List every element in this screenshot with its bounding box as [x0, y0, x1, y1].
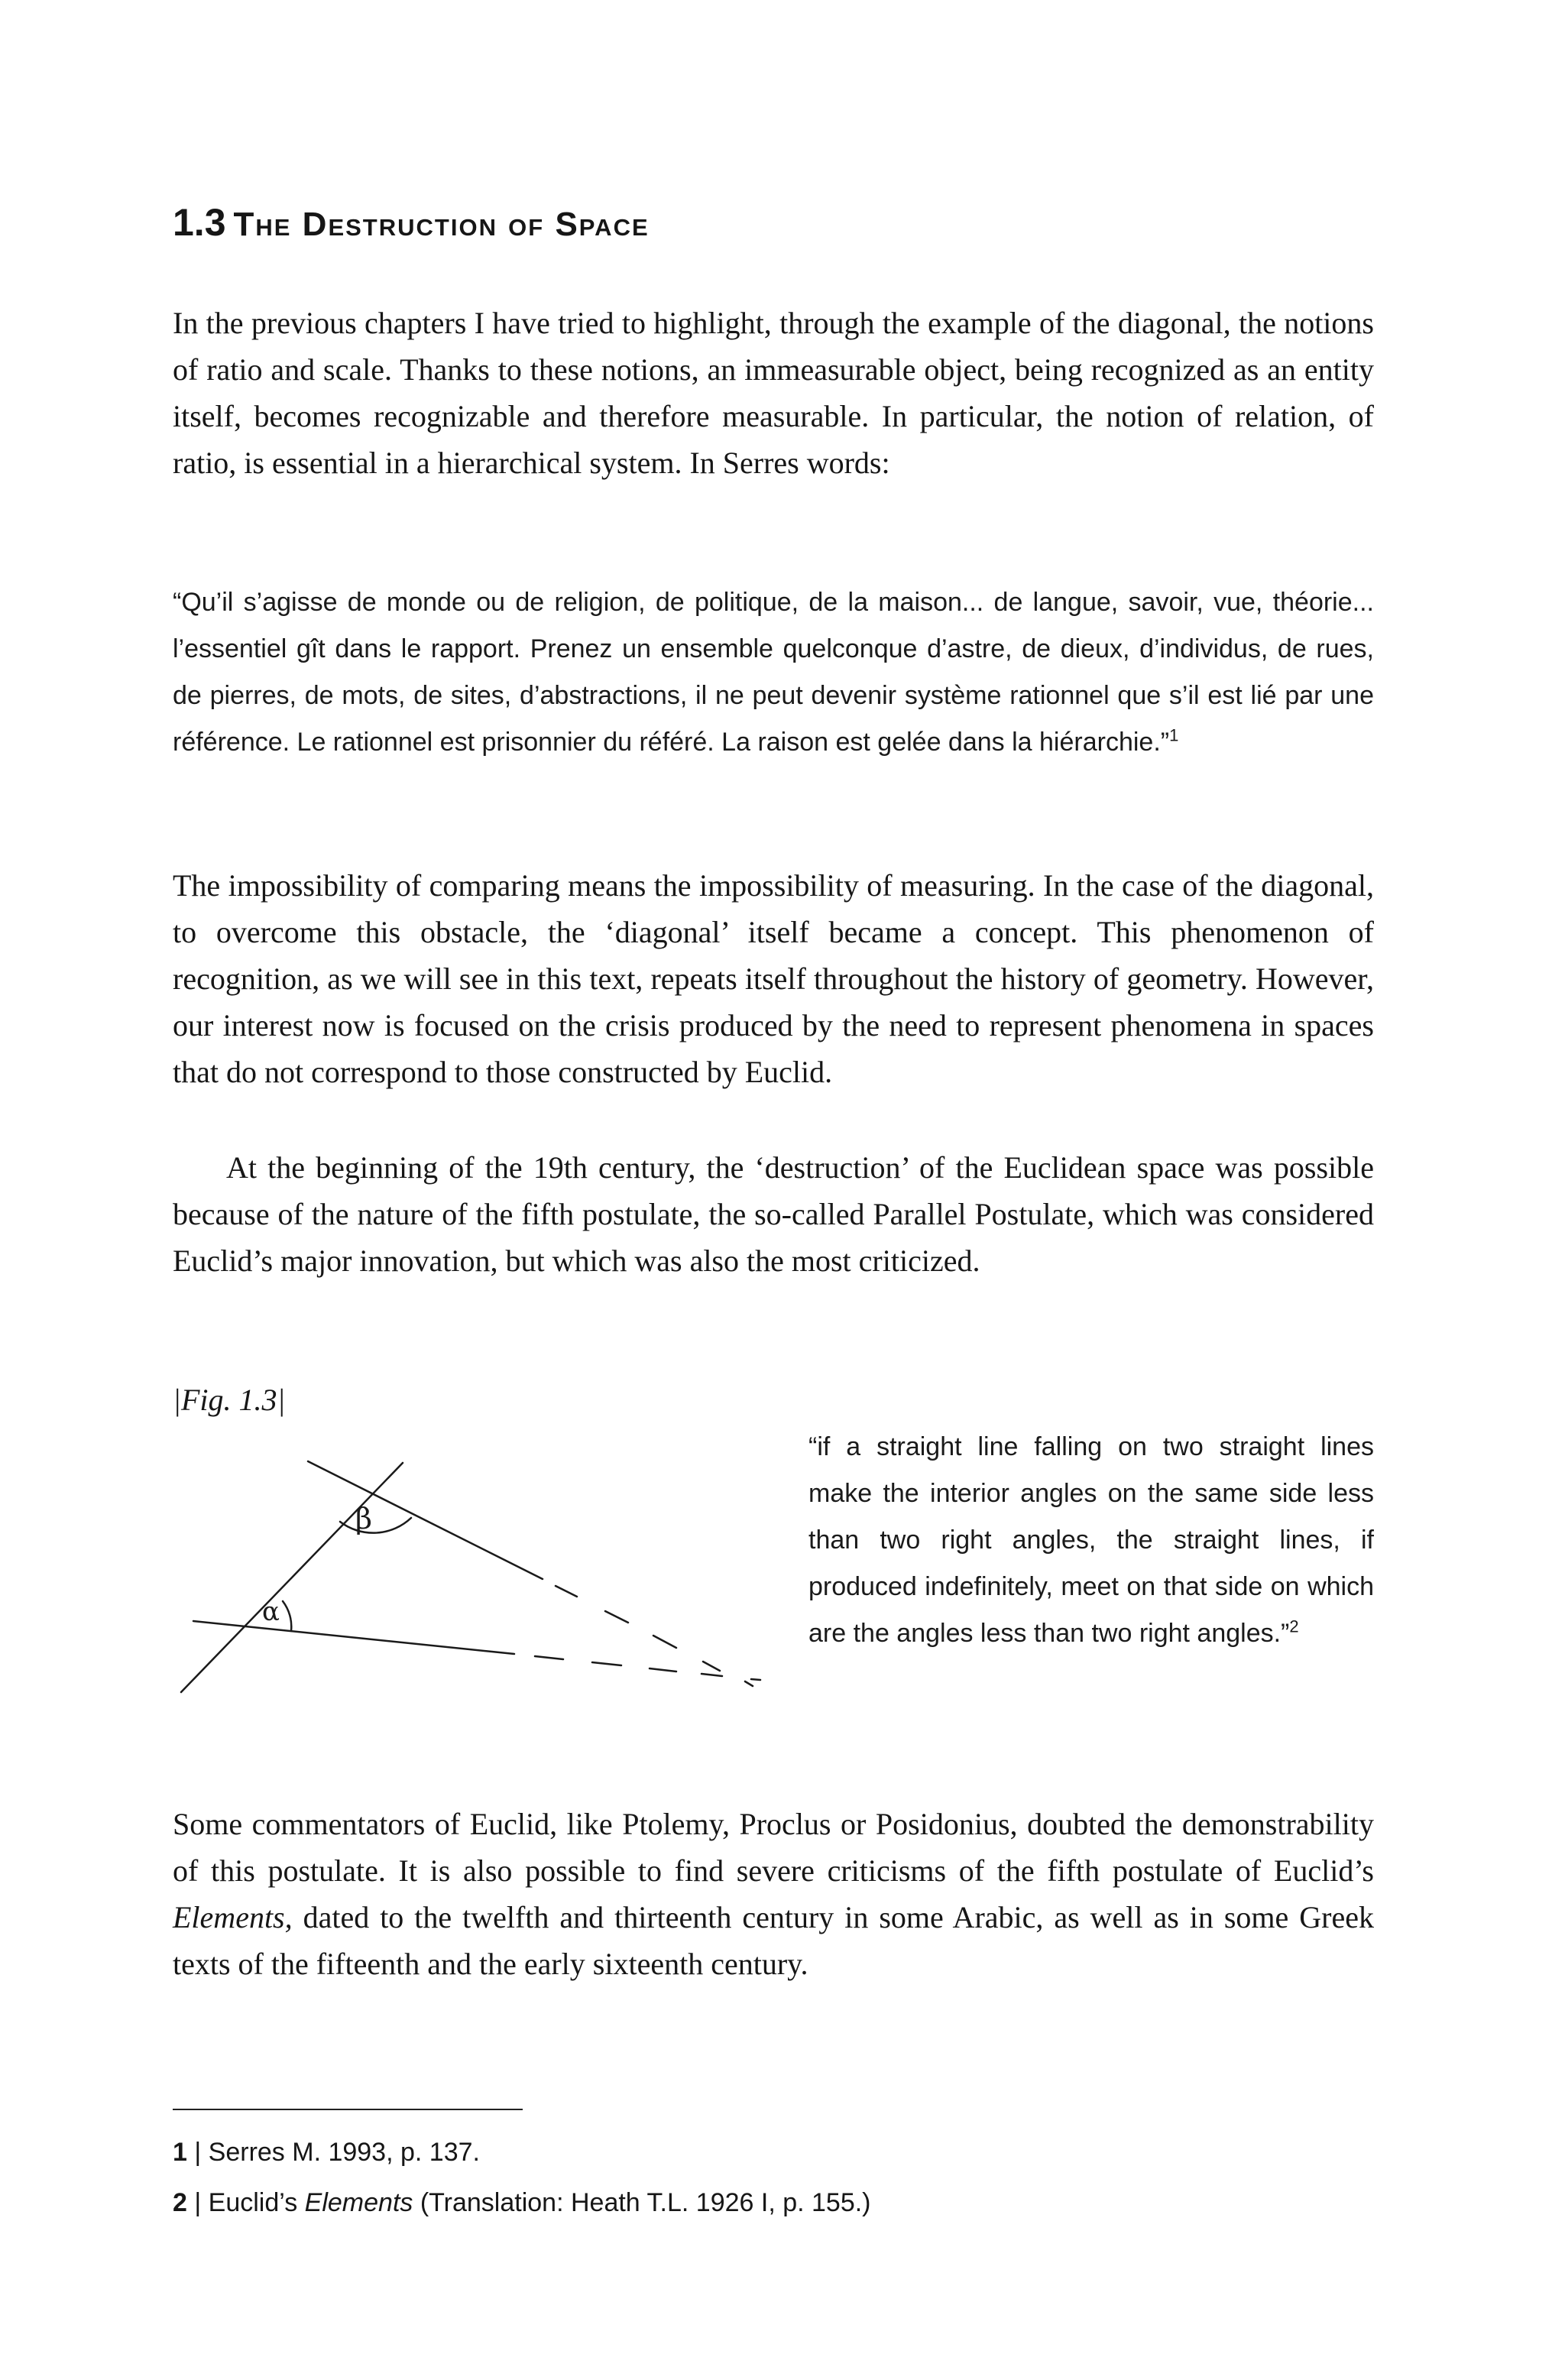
alpha-arc: [283, 1601, 291, 1631]
footnote-ref-1[interactable]: 1: [1169, 725, 1179, 745]
alpha-label: α: [262, 1597, 280, 1627]
upper-line-dash: [605, 1611, 628, 1623]
quote-text: “Qu’il s’agisse de monde ou de religion, de politique, de la maison... de langue, savoir, vue, théorie... l’essentiel gît dans le rapport. Prenez un ensemble quelconque d’astre, de dieux, d’individus, de rues, de pierres, de mots, de sites, d’abstractions, il ne peut devenir système rationnel que s’il est lié par une référence. Le rationnel est prisonnier du référé. La raison est gelée dans la hiérarchie.”: [173, 588, 1374, 757]
lower-line: [193, 1621, 514, 1654]
elements-title: Elements,: [173, 1900, 293, 1934]
footnote-ref-2[interactable]: 2: [1289, 1616, 1299, 1636]
section-heading: [173, 200, 650, 245]
block-quote-serres: [173, 579, 1374, 766]
section-number: 1.3: [173, 201, 226, 244]
beta-label: β: [355, 1502, 372, 1535]
footnote-2: 2 | Euclid’s Elements (Translation: Heath T.L. 1926 I, p. 155.): [173, 2188, 871, 2217]
figure-label: |Fig. 1.3|: [173, 1383, 286, 1417]
section-title: The Destruction of Space: [233, 206, 650, 243]
body-paragraph-2: The impossibility of comparing means the impossibility of measuring. In the case of the diagonal, to overcome this obstacle, the ‘diagonal’ itself became a concept. This phenomenon of recognition, as we will see in this text, repeats itself throughout the history of geometry. However, our interest now is focused on the crisis produced by the need to represent phenomena in spaces that do not correspond to those constructed by Euclid.: [173, 868, 1374, 1089]
lower-line-dash: [751, 1679, 760, 1680]
upper-line-dash: [653, 1636, 676, 1648]
upper-line-dash: [556, 1586, 577, 1597]
footnote-text: Serres M. 1993, p. 137.: [208, 2138, 480, 2167]
lower-line-dash: [592, 1662, 621, 1665]
footnote-1: 1 | Serres M. 1993, p. 137.: [173, 2138, 480, 2167]
parallel-postulate-figure: [172, 1437, 776, 1727]
quote-text: “if a straight line falling on two straight lines make the interior angles on the same side less than two right angles, the straight lines, if produced indefinitely, meet on that side on which are the angles less than two right angles.”: [808, 1432, 1374, 1648]
lower-line-dash: [650, 1668, 676, 1672]
footnote-number: 2: [173, 2188, 187, 2217]
upper-line-dash: [745, 1681, 753, 1686]
body-paragraph-1: In the previous chapters I have tried to highlight, through the example of the diagonal, the notions of ratio and scale. Thanks to these notions, an immeasurable object, being recognized as an entity itself, becomes recognizable and therefore measurable. In particular, the notion of relation, of ratio, is essential in a hierarchical system. In Serres words:: [173, 306, 1374, 480]
footnote-italic-title: Elements: [304, 2188, 413, 2217]
footnote-divider: [173, 2109, 523, 2110]
lower-line-dash: [701, 1674, 722, 1676]
transversal-line: [181, 1463, 403, 1692]
beta-arc: [340, 1518, 411, 1533]
footnote-number: 1: [173, 2138, 187, 2167]
lower-line-dash: [535, 1656, 563, 1659]
block-quote-euclid: [808, 1424, 1374, 1657]
body-paragraph-3: At the beginning of the 19th century, the ‘destruction’ of the Euclidean space was possible because of the nature of the fifth postulate, the so-called Parallel Postulate, which was considered Euclid’s major innovation, but which was also the most criticized.: [173, 1150, 1374, 1278]
upper-line-dash: [703, 1662, 720, 1671]
upper-line: [308, 1461, 543, 1579]
body-paragraph-4: Some commentators of Euclid, like Ptolemy, Proclus or Posidonius, doubted the demonstrability of this postulate. It is also possible to find severe criticisms of the fifth postulate of Euclid’s Elements, dated to the twelfth and thirteenth century in some Arabic, as well as in some Greek texts of the fifteenth and the early sixteenth century.: [173, 1807, 1374, 1981]
